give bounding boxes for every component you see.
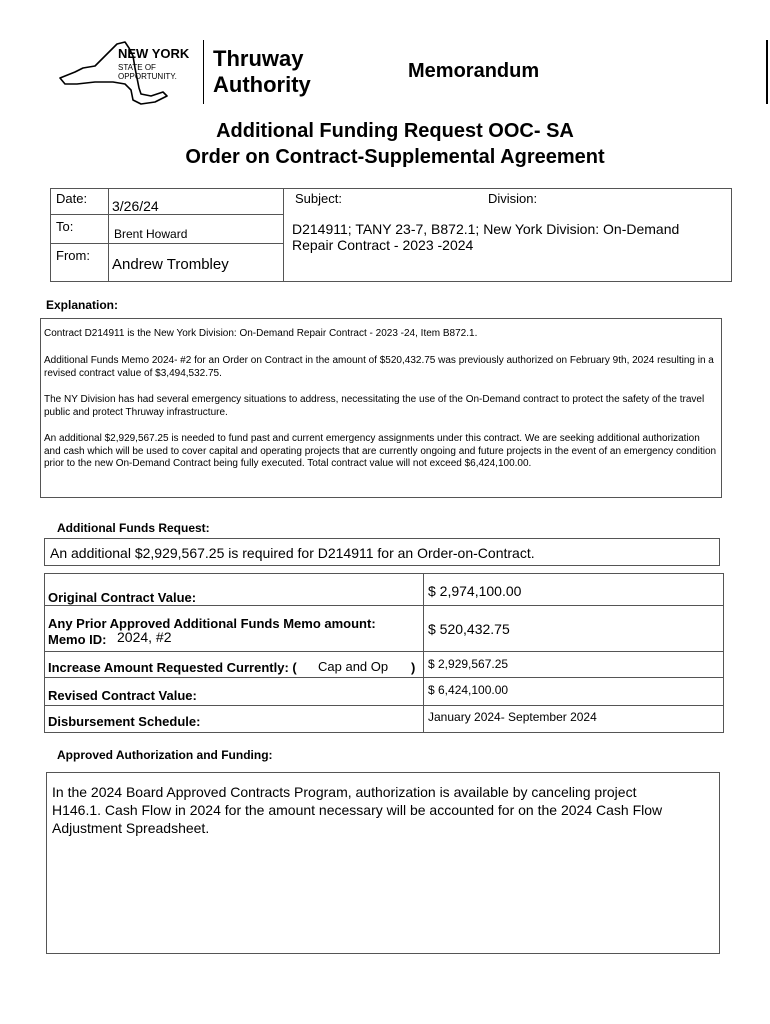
prior-memo-value: $ 520,432.75 xyxy=(428,621,510,637)
to-value: Brent Howard xyxy=(114,227,188,241)
memo-id-value: 2024, #2 xyxy=(117,629,172,645)
approval-line1: In the 2024 Board Approved Contracts Program, authorization is available by canceling project xyxy=(52,784,637,800)
increase-note: Cap and Op xyxy=(318,659,389,674)
explanation-p3: The NY Division has had several emergency situations to address, necessitating the use of the On-Demand contract to protect the safety of the travel public and protect Thruway infrastructure. xyxy=(44,394,705,418)
revised-value-label: Revised Contract Value: xyxy=(48,688,197,703)
col-divider xyxy=(283,189,284,281)
row-divider xyxy=(45,651,723,652)
division-label: Division: xyxy=(488,191,538,206)
row-divider xyxy=(45,705,723,706)
explanation-p2: Additional Funds Memo 2024- #2 for an Order on Contract in the amount of $520,432.75 was previously authorized on February 9th, 2024 resulting in a revised contract value of $3,494,532.75. xyxy=(44,355,714,379)
explanation-heading: Explanation: xyxy=(46,298,119,312)
original-value-label: Original Contract Value: xyxy=(48,590,197,605)
subject-value-line2: Repair Contract - 2023 -2024 xyxy=(292,237,474,253)
from-value: Andrew Trombley xyxy=(112,256,229,273)
logo-authority-line1: Thruway xyxy=(213,46,304,71)
disbursement-value: January 2024- September 2024 xyxy=(428,710,597,724)
original-value: $ 2,974,100.00 xyxy=(428,583,522,599)
logo-divider xyxy=(203,40,204,104)
revised-value: $ 6,424,100.00 xyxy=(428,683,509,697)
row-divider xyxy=(45,677,723,678)
increase-value: $ 2,929,567.25 xyxy=(428,657,509,671)
increase-label: Increase Amount Requested Currently: ( xyxy=(48,660,297,675)
title-line1: Additional Funding Request OOC- SA xyxy=(216,120,574,142)
funds-request-text: An additional $2,929,567.25 is required for D214911 for an Order-on-Contract. xyxy=(50,545,535,561)
logo-state-line2: STATE OF xyxy=(118,63,156,72)
disbursement-label: Disbursement Schedule: xyxy=(48,714,201,729)
title-line2: Order on Contract-Supplemental Agreement xyxy=(185,146,605,168)
explanation-p4: An additional $2,929,567.25 is needed to fund past and current emergency assignments under this contract. We are seeking additional authorization and cash which will be used to cover capital and operating projects that are currently ongoing and future projects in the event of an emergency condition prior to the new On-Demand Contract being fully executed. Total contract value will not exceed $6,424,100.00. xyxy=(44,433,717,469)
nys-logo xyxy=(55,38,325,108)
row-divider xyxy=(45,605,723,606)
explanation-p1: Contract D214911 is the New York Division: On-Demand Repair Contract - 2023 -24, Item B872.1. xyxy=(44,328,478,339)
row-divider xyxy=(51,243,283,244)
subject-value-line1: D214911; TANY 23-7, B872.1; New York Division: On-Demand xyxy=(292,221,680,237)
approval-line3: Adjustment Spreadsheet. xyxy=(52,820,210,836)
subject-label: Subject: xyxy=(295,191,342,206)
doc-type-heading: Memorandum xyxy=(408,60,540,82)
logo-state-line3: OPPORTUNITY. xyxy=(118,72,177,81)
approval-line2: H146.1. Cash Flow in 2024 for the amount necessary will be accounted for on the 2024 Cash Flow xyxy=(52,802,663,818)
date-value: 3/26/24 xyxy=(112,198,159,214)
increase-close-paren: ) xyxy=(411,660,416,675)
approval-heading: Approved Authorization and Funding: xyxy=(57,748,273,762)
prior-memo-label: Any Prior Approved Additional Funds Memo amount: xyxy=(48,616,376,631)
right-edge-mark xyxy=(766,40,768,104)
row-divider xyxy=(51,214,283,215)
funds-request-heading: Additional Funds Request: xyxy=(57,521,210,535)
from-label: From: xyxy=(56,248,90,263)
logo-state-line1: NEW YORK xyxy=(118,46,190,61)
col-divider xyxy=(423,574,424,732)
to-label: To: xyxy=(56,219,74,234)
logo-authority-line2: Authority xyxy=(213,72,311,97)
date-label: Date: xyxy=(56,191,88,206)
memo-id-label: Memo ID: xyxy=(48,632,107,647)
col-divider xyxy=(108,189,109,281)
